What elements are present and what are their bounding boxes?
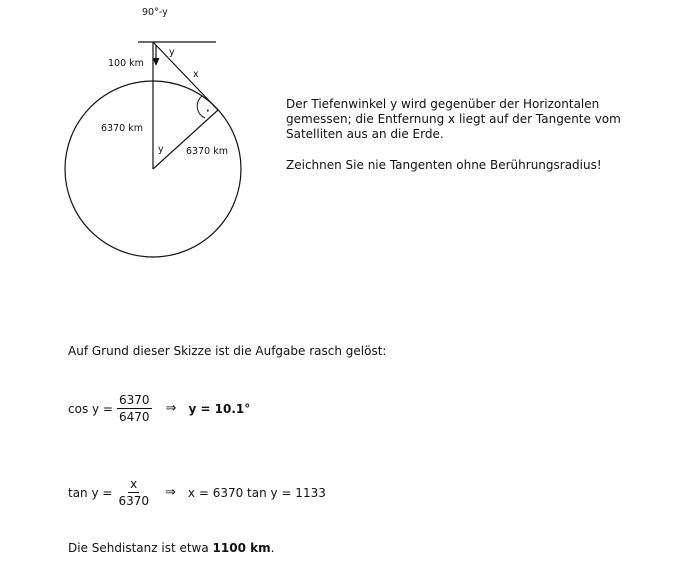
label-radius-vertical: 6370 km (101, 123, 143, 134)
eq1-numerator: 6370 (118, 393, 150, 407)
description-text: Der Tiefenwinkel y wird gegenüber der Horizontalen gemessen; die Entfernung x liegt auf der Tangente vom Satelliten aus an die Erde. (286, 97, 621, 141)
eq1-denominator: 6470 (118, 410, 150, 424)
eq2-numerator: x (130, 477, 138, 491)
label-top-angle: 90°-y (142, 7, 168, 18)
eq2-result: x = 6370 tan y = 1133 (187, 485, 326, 500)
tangent-radius-line (153, 110, 218, 169)
conclusion-text (68, 541, 274, 556)
eq1-implies-icon: ⇒ (165, 401, 177, 416)
intro-text: Auf Grund dieser Skizze ist die Aufgabe rasch gelöst: (68, 344, 387, 358)
label-y-top: y (169, 47, 175, 58)
eq2-denominator: 6370 (118, 494, 149, 508)
eq1-result: y = 10.1° (188, 401, 251, 416)
right-angle-dot: · (206, 106, 210, 117)
label-x: x (193, 69, 199, 80)
label-altitude: 100 km (108, 58, 144, 69)
equation-tan (68, 477, 326, 508)
eq1-lhs: cos y = (68, 401, 113, 416)
eq2-implies-icon: ⇒ (165, 485, 176, 500)
label-radius-tangent: 6370 km (186, 146, 228, 157)
conclusion-suffix: . (270, 541, 275, 555)
conclusion-value: 1100 km (212, 541, 271, 555)
eq2-fraction (116, 477, 151, 508)
equation-cos (68, 393, 250, 424)
eq1-fraction (117, 393, 152, 424)
conclusion-prefix: Die Sehdistanz ist etwa (68, 541, 213, 555)
right-angle-arc (197, 96, 205, 118)
tangent-line (153, 42, 218, 110)
label-y-center: y (158, 144, 164, 155)
eq2-lhs: tan y = (68, 485, 113, 500)
note-text: Zeichnen Sie nie Tangenten ohne Berührungsradius! (286, 158, 602, 172)
